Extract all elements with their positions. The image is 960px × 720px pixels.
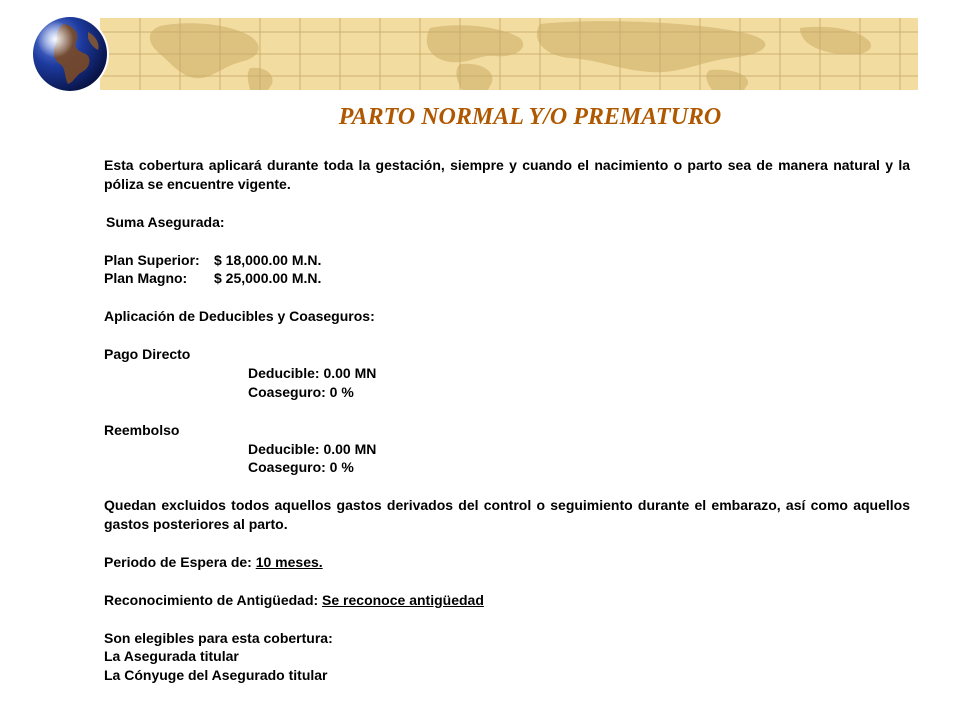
intro-paragraph: Esta cobertura aplicará durante toda la gestación, siempre y cuando el nacimiento o parto sea de manera natural y la póliza se encuentre vigente.	[104, 157, 910, 192]
reembolso-label: Reembolso	[104, 421, 180, 438]
periodo-espera	[104, 553, 910, 572]
world-map-graphic	[100, 18, 918, 90]
pago-directo-coaseguro: Coaseguro: 0 %	[248, 383, 354, 400]
reembolso-coaseguro: Coaseguro: 0 %	[248, 459, 354, 476]
suma-asegurada-label: Suma Asegurada:	[106, 213, 225, 230]
document-body	[104, 156, 910, 685]
antiguedad-value: Se reconoce antigüedad	[322, 591, 484, 608]
periodo-espera-label: Periodo de Espera de:	[104, 553, 252, 570]
plan-name: Plan Magno:	[104, 270, 188, 287]
plan-row	[104, 251, 910, 270]
world-map-banner	[100, 18, 918, 90]
globe-icon	[30, 14, 110, 94]
aplicacion-label: Aplicación de Deducibles y Coaseguros:	[104, 308, 375, 325]
plan-amount: $ 18,000.00 M.N.	[214, 251, 322, 268]
periodo-espera-value: 10 meses.	[255, 553, 323, 570]
exclusions-paragraph: Quedan excluidos todos aquellos gastos derivados del control o seguimiento durante el embarazo, así como aquellos gastos posteriores al parto.	[104, 497, 910, 533]
plan-row	[104, 269, 910, 288]
elegibles-label: Son elegibles para esta cobertura:	[104, 629, 333, 646]
pago-directo-label: Pago Directo	[104, 346, 191, 362]
reembolso-deducible: Deducible: 0.00 MN	[248, 440, 377, 457]
list-item: La Asegurada titular	[104, 648, 239, 665]
antiguedad-label: Reconocimiento de Antigüedad:	[104, 591, 319, 608]
plan-amount: $ 25,000.00 M.N.	[214, 270, 322, 287]
plan-name: Plan Superior:	[104, 251, 200, 268]
list-item: La Cónyuge del Asegurado titular	[104, 667, 328, 684]
pago-directo-deducible: Deducible: 0.00 MN	[248, 364, 377, 381]
page-title: PARTO NORMAL Y/O PREMATURO	[338, 104, 722, 130]
reconocimiento-antiguedad	[104, 591, 910, 610]
